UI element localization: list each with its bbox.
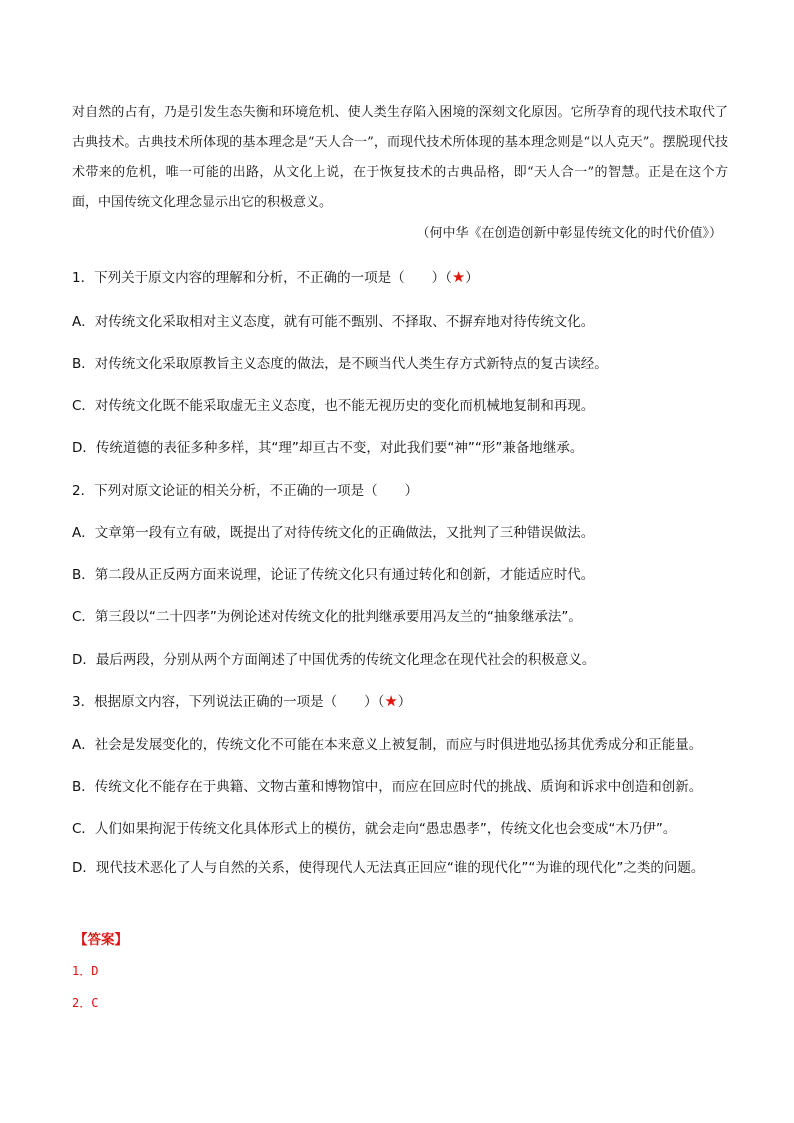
question-3-stem: 3．根据原文内容，下列说法正确的一项是（ ）（★） [72,692,412,710]
question-2-option-d: D．最后两段，分别从两个方面阐述了中国优秀的传统文化理念在现代社会的积极意义。 [72,652,596,668]
question-3-option-b: B．传统文化不能存在于典籍、文物古董和博物馆中，而应在回应时代的挑战、质询和诉求中创造和创新。 [72,779,703,795]
question-1-option-d: D．传统道德的表征多种多样，其“理”却亘古不变，对此我们要“神”“形”兼备地继承。 [72,440,584,456]
question-1-option-a: A．对传统文化采取相对主义态度，就有可能不甄别、不择取、不摒弃地对待传统文化。 [72,314,595,330]
question-2-option-b: B．第二段从正反两方面来说理，论证了传统文化只有通过转化和创新，才能适应时代。 [72,567,595,583]
question-1-option-c: C．对传统文化既不能采取虚无主义态度，也不能无视历史的变化而机械地复制和再现。 [72,398,595,414]
passage-text [72,98,728,218]
passage-paragraph: 对自然的占有，乃是引发生态失衡和环境危机、使人类生存陷入困境的深刻文化原因。它所孕育的现代技术取代了古典技术。古典技术所体现的基本理念是“天人合一”，而现代技术所体现的基本理念则是“以人克天”。摆脱现代技术带来的危机，唯一可能的出路，从文化上说，在于恢复技术的古典品格，即“天人合一”的智慧。正是在这个方面，中国传统文化理念显示出它的积极意义。 [72,105,728,210]
answer-item-1: 1．D [72,964,99,978]
question-2-stem: 2．下列对原文论证的相关分析，不正确的一项是（ ） [72,483,419,499]
question-3-option-c: C．人们如果拘泥于传统文化具体形式上的模仿，就会走向“愚忠愚孝”，传统文化也会变成“木乃伊”。 [72,821,677,837]
question-1-option-b: B．对传统文化采取原教旨主义态度的做法，是不顾当代人类生存方式新特点的复古读经。 [72,356,608,372]
question-2-option-c: C．第三段以“二十四孝”为例论述对传统文化的批判继承要用冯友兰的“抽象继承法”。 [72,609,582,625]
answer-item-2: 2．C [72,996,99,1010]
question-3-option-d: D．现代技术恶化了人与自然的关系，使得现代人无法真正回应“谁的现代化”“为谁的现代化”之类的问题。 [72,860,705,876]
question-1-stem: 1．下列关于原文内容的理解和分析，不正确的一项是（ ）（★） [72,268,479,286]
answer-heading: 【答案】 [74,932,128,948]
passage-source: （何中华《在创造创新中彰显传统文化的时代价值》） [416,226,722,241]
star-icon: ★ [384,692,398,710]
question-3-option-a: A．社会是发展变化的，传统文化不可能在本来意义上被复制，而应与时俱进地弘扬其优秀成分和正能量。 [72,737,703,753]
question-2-option-a: A．文章第一段有立有破，既提出了对待传统文化的正确做法，又批判了三种错误做法。 [72,525,595,541]
star-icon: ★ [451,268,466,286]
